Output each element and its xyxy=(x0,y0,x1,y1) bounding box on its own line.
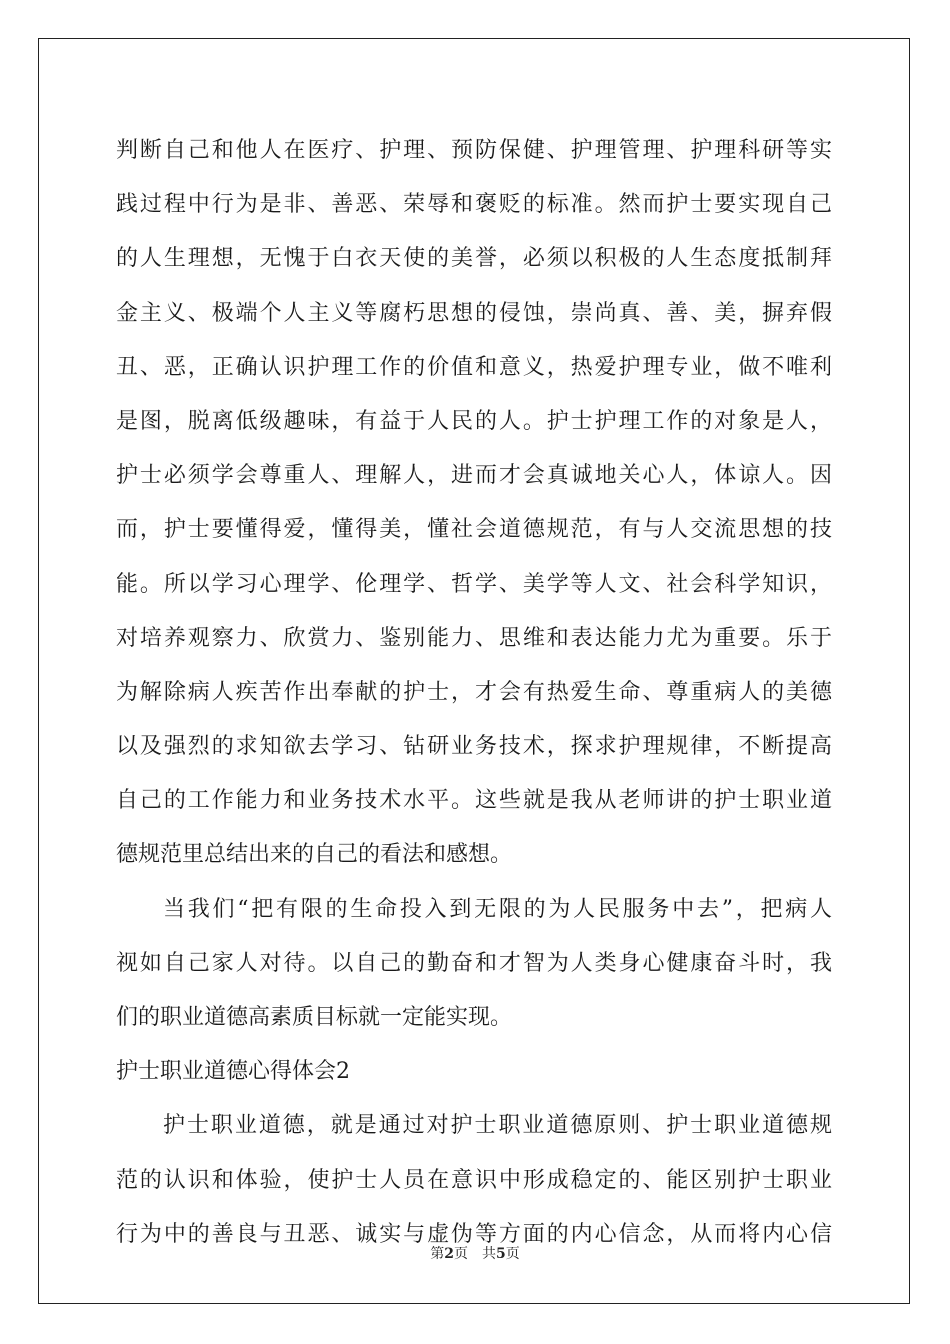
text-line: 护士必须学会尊重人、理解人，进而才会真诚地关心人，体谅人。因 xyxy=(116,463,832,489)
text-line: 自己的工作能力和业务技术水平。这些就是我从老师讲的护士职业道 xyxy=(116,788,832,814)
text-line: 是图，脱离低级趣味，有益于人民的人。护士护理工作的对象是人， xyxy=(116,408,832,434)
text-line: 而，护士要懂得爱，懂得美，懂社会道德规范，有与人交流思想的技 xyxy=(116,517,832,543)
text-line: 视如自己家人对待。以自己的勤奋和才智为人类身心健康奋斗时，我 xyxy=(116,950,832,976)
total-prefix: 共 xyxy=(482,1246,496,1262)
text-line: 对培养观察力、欣赏力、鉴别能力、思维和表达能力尤为重要。乐于 xyxy=(116,625,832,651)
page-number: 2 xyxy=(444,1246,454,1262)
total-suffix: 页 xyxy=(505,1246,520,1262)
paragraph-2 xyxy=(116,883,832,1046)
text-line: 丑、恶，正确认识护理工作的价值和意义，热爱护理专业，做不唯利 xyxy=(116,354,832,380)
page-footer xyxy=(0,1244,950,1264)
text-line: 行为中的善良与丑恶、诚实与虚伪等方面的内心信念，从而将内心信 xyxy=(116,1221,832,1247)
paragraph-3 xyxy=(116,1099,832,1262)
text-line: 践过程中行为是非、善恶、荣辱和褒贬的标准。然而护士要实现自己 xyxy=(116,192,832,218)
paragraph-1 xyxy=(116,124,832,883)
text-line: 德规范里总结出来的自己的看法和感想。 xyxy=(116,842,513,868)
page-prefix: 第 xyxy=(430,1246,445,1262)
text-line: 以及强烈的求知欲去学习、钻研业务技术，探求护理规律，不断提高 xyxy=(116,734,832,760)
text-line: 范的认识和体验，使护士人员在意识中形成稳定的、能区别护士职业 xyxy=(116,1167,832,1193)
document-body xyxy=(116,124,832,1262)
text-line: 们的职业道德高素质目标就一定能实现。 xyxy=(116,1005,513,1030)
text-line: 当我们“把有限的生命投入到无限的为人民服务中去”，把病人 xyxy=(163,896,832,922)
text-line: 护士职业道德，就是通过对护士职业道德原则、护士职业道德规 xyxy=(163,1113,832,1139)
text-line: 能。所以学习心理学、伦理学、哲学、美学等人文、社会科学知识， xyxy=(116,571,832,597)
text-line: 为解除病人疾苦作出奉献的护士，才会有热爱生命、尊重病人的美德 xyxy=(116,679,832,705)
total-pages: 5 xyxy=(496,1246,506,1262)
text-line: 的人生理想，无愧于白衣天使的美誉，必须以积极的人生态度抵制拜 xyxy=(116,246,832,272)
section-heading: 护士职业道德心得体会2 xyxy=(116,1059,350,1085)
text-line: 金主义、极端个人主义等腐朽思想的侵蚀，崇尚真、善、美，摒弃假 xyxy=(116,300,832,326)
text-line: 判断自己和他人在医疗、护理、预防保健、护理管理、护理科研等实 xyxy=(116,138,832,163)
page-suffix: 页 xyxy=(454,1246,468,1262)
